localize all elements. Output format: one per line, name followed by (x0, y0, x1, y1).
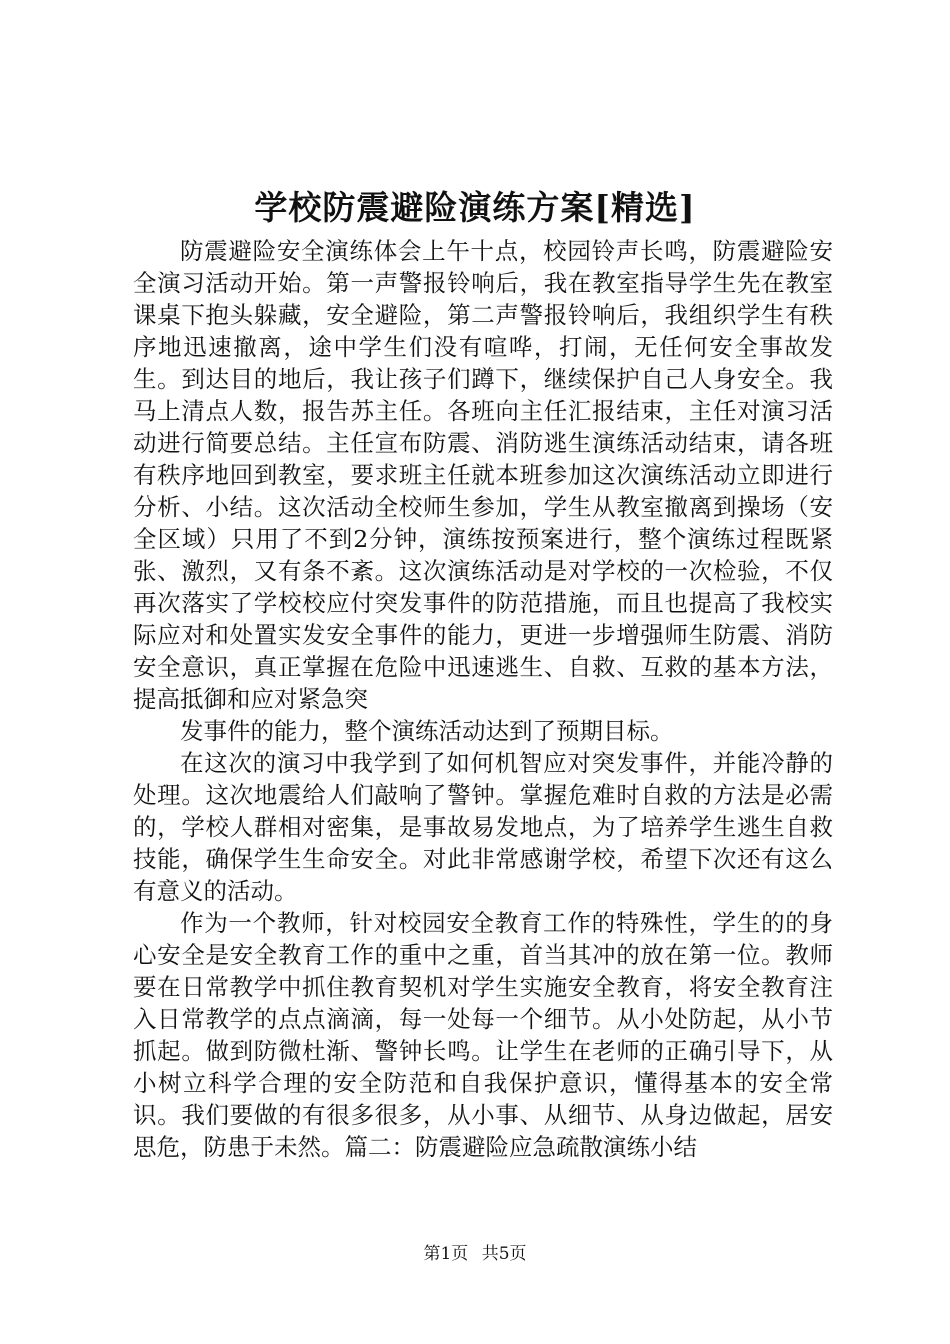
paragraph-2: 发事件的能力，整个演练活动达到了预期目标。 (180, 717, 674, 745)
paragraph-1: 防震避险安全演练体会上午十点，校园铃声长鸣，防震避险安全演习活动开始。第一声警报铃响后，我在教室指导学生先在教室课桌下抱头躲藏，安全避险，第二声警报铃响后，我组织学生有秩序地迅速撤离，途中学生们没有喧哗，打闹，无任何安全事故发生。到达目的地后，我让孩子们蹲下，继续保护自己人身安全。我马上清点人数，报告苏主任。各班向主任汇报结束，主任对演习活动进行简要总结。主任宣布防震、消防逃生演练活动结束，请各班有秩序地回到教室，要求班主任就本班参加这次演练活动立即进行分析、小结。这次活动全校师生参加，学生从教室撤离到操场（安全区域）只用了不到2分钟，演练按预案进行，整个演练过程既紧张、激烈，又有条不紊。这次演练活动是对学校的一次检验，不仅再次落实了学校校应付突发事件的防范措施，而且也提高了我校实际应对和处置实发安全事件的能力，更进一步增强师生防震、消防安全意识，真正掌握在危险中迅速逃生、自救、互救的基本方法，提高抵御和应对紧急突 (133, 237, 833, 713)
page-number: 第1页 (423, 1244, 469, 1264)
page-total: 共5页 (481, 1244, 527, 1264)
paragraph-4: 作为一个教师，针对校园安全教育工作的特殊性，学生的的身心安全是安全教育工作的重中之重，首当其冲的放在第一位。教师要在日常教学中抓住教育契机对学生实施安全教育，将安全教育注入日常教学的点点滴滴，每一处每一个细节。从小处防起，从小节抓起。做到防微杜渐、警钟长鸣。让学生在老师的正确引导下，从小树立科学合理的安全防范和自我保护意识，懂得基本的安全常识。我们要做的有很多很多，从小事、从细节、从身边做起，居安思危，防患于未然。篇二：防震避险应急疏散演练小结 (133, 909, 833, 1161)
page-footer (0, 1243, 950, 1265)
document-body (133, 235, 833, 1163)
document-title: 学校防震避险演练方案[精选] (254, 188, 696, 227)
paragraph-3: 在这次的演习中我学到了如何机智应对突发事件，并能冷静的处理。这次地震给人们敲响了警钟。掌握危难时自救的方法是必需的，学校人群相对密集，是事故易发地点，为了培养学生逃生自救技能，确保学生生命安全。对此非常感谢学校，希望下次还有这么有意义的活动。 (133, 749, 833, 905)
